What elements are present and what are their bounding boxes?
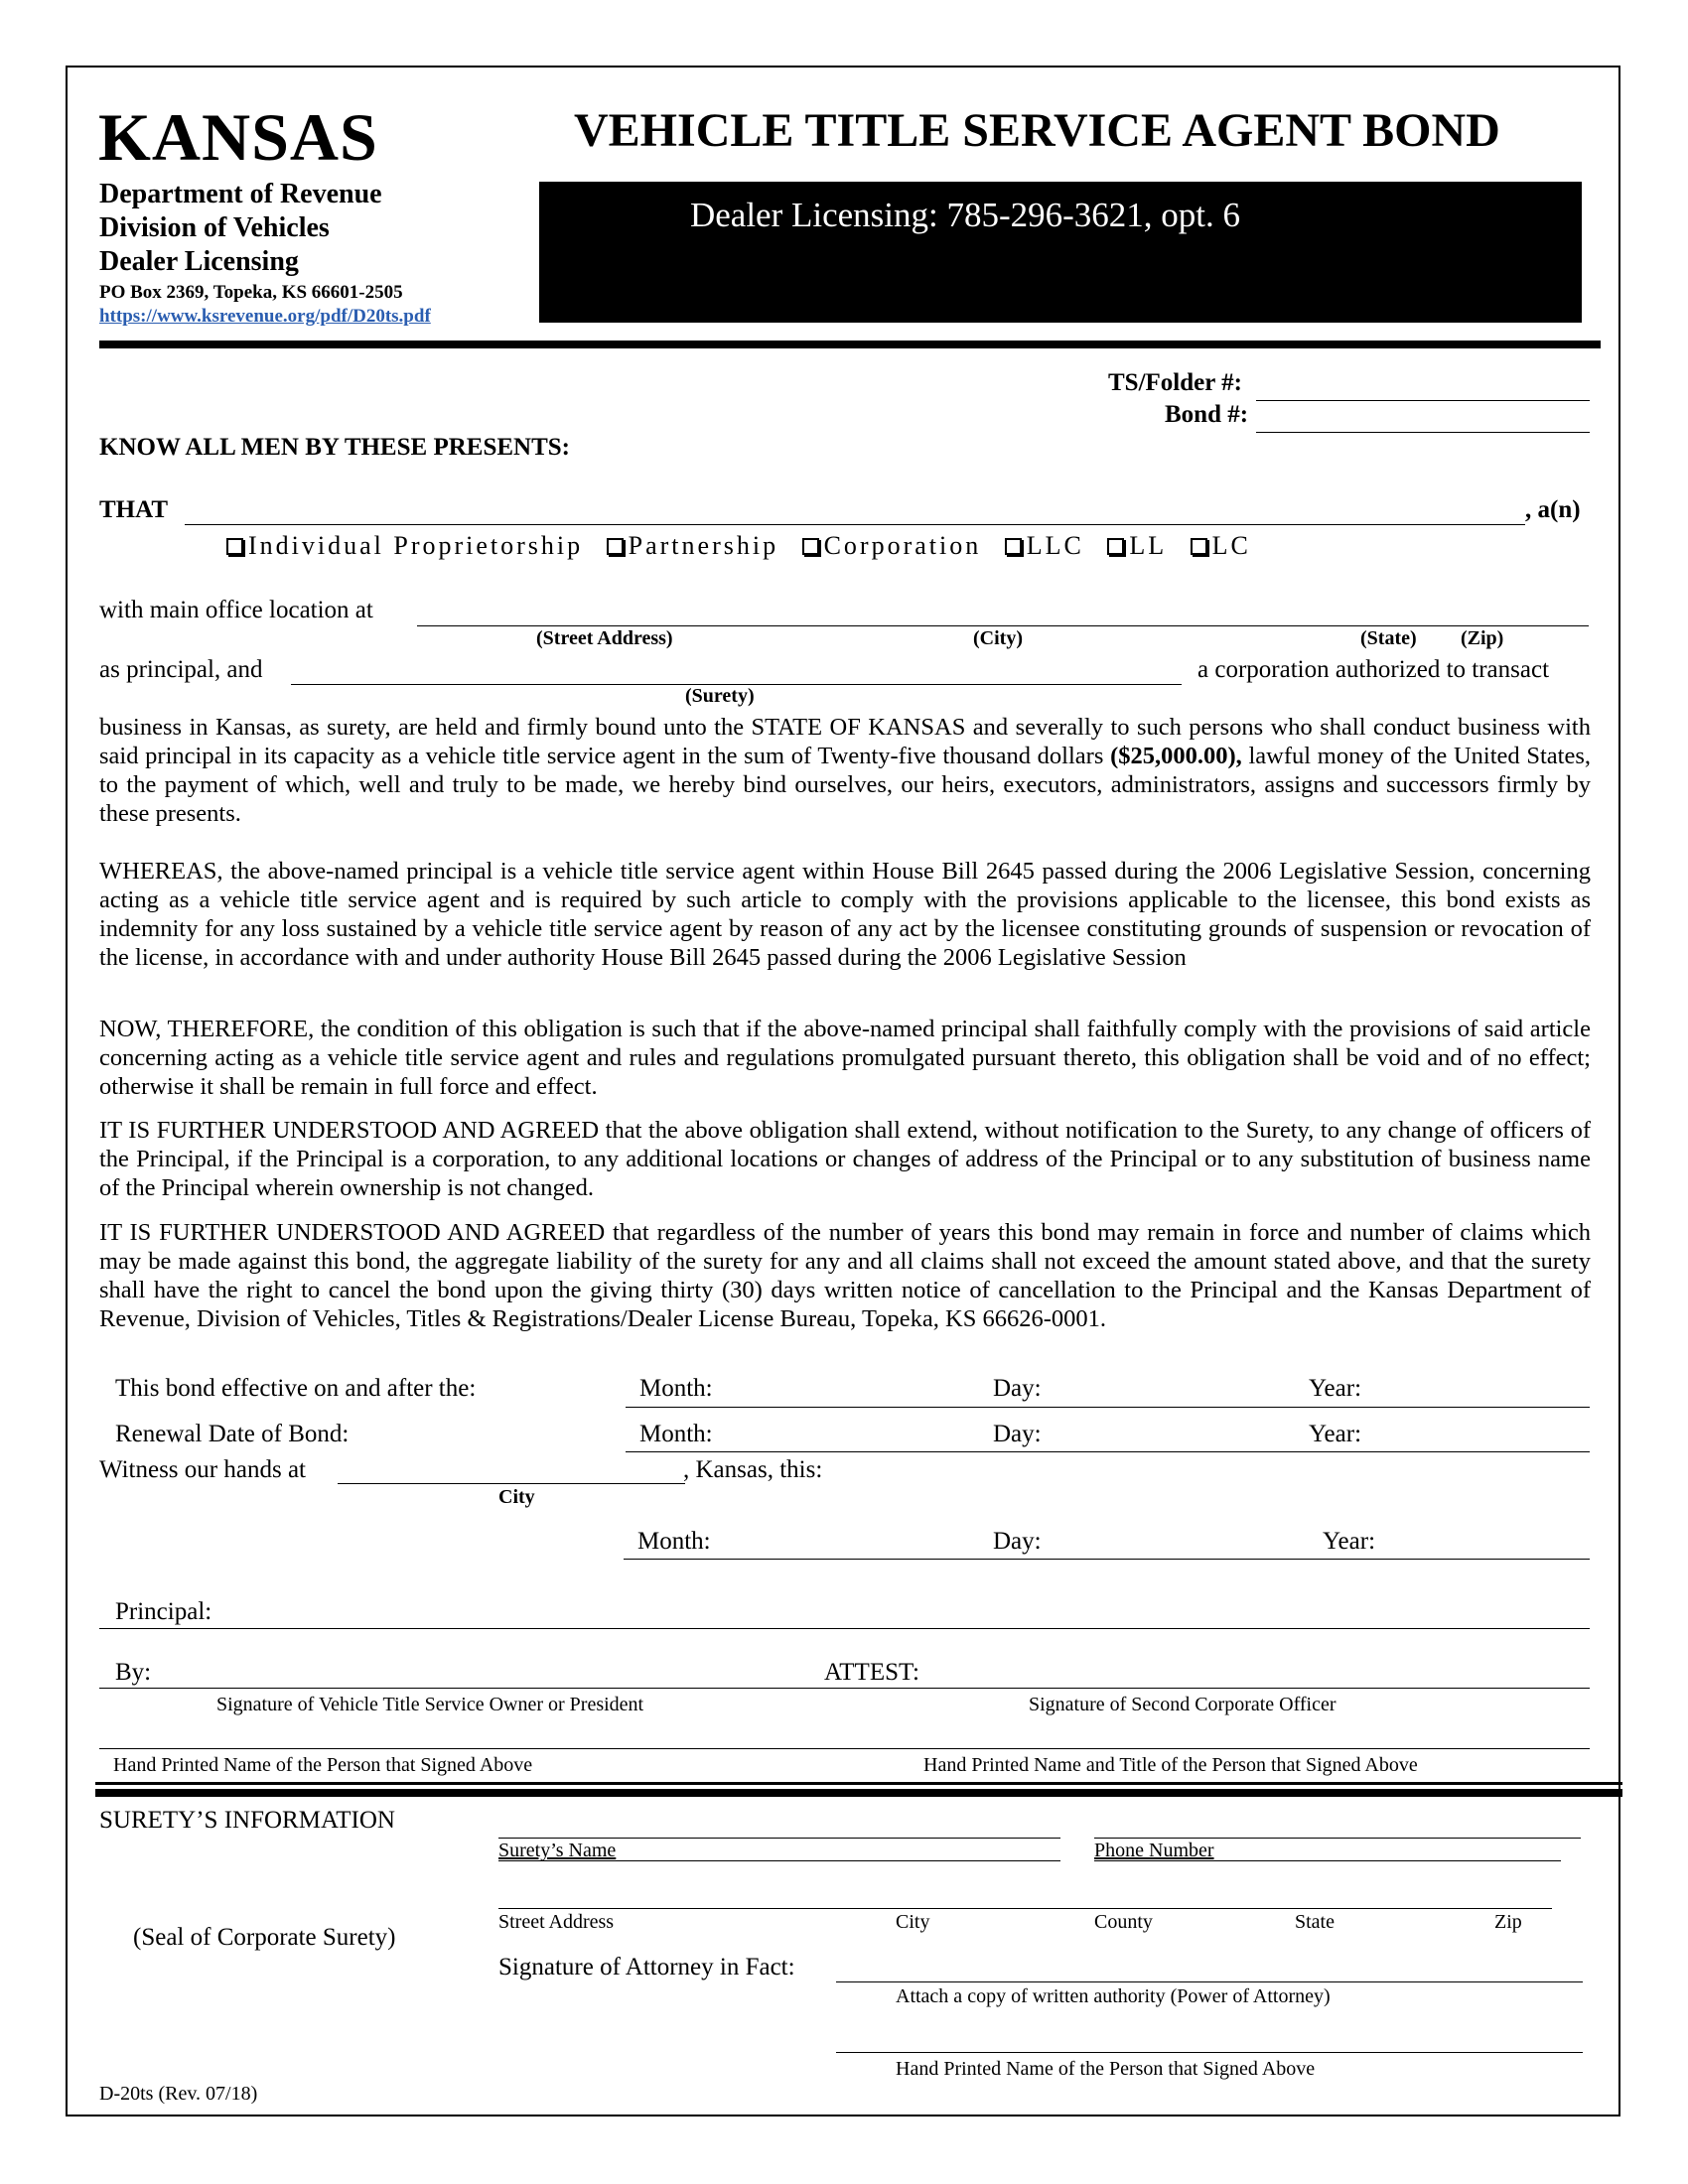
section-rule-bottom [95,1789,1622,1797]
attorney-in-fact-label: Signature of Attorney in Fact: [498,1954,795,1980]
know-all-heading: KNOW ALL MEN BY THESE PRESENTS: [99,434,570,461]
witness-year-label: Year: [1323,1528,1376,1555]
whereas-paragraph: WHEREAS, the above-named principal is a vehicle title service agent within House Bill 2645 passed during the 2006 Legislative Session, concerning acting as a vehicle title service agent and is required by such article to comply with the provisions applicable to the licensee, this bond exists as indemnity for any loss sustained by a vehicle title service agent by reason of any act by the licensee constituting grounds of suspension or revocation of the license, in accordance with and under authority House Bill 2645 passed during the 2006 Legislative Session [99,858,1591,971]
witness-city-field[interactable] [338,1483,685,1484]
entity-corporation-option[interactable]: Corporation [802,531,982,561]
mailing-address: PO Box 2369, Topeka, KS 66601-2505 [99,282,403,303]
attest-label: ATTEST: [824,1659,919,1686]
attorney-signature-field[interactable] [836,1981,1583,1982]
surety-name-underline [498,1860,1060,1861]
checkbox-corporation[interactable] [802,538,819,555]
surety-city-caption: City [896,1911,930,1933]
entity-llc-option[interactable]: LLC [1005,531,1084,561]
checkbox-llc[interactable] [1005,538,1022,555]
as-principal-label: as principal, and [99,656,263,683]
surety-phone-underline [1094,1860,1561,1861]
surety-state-caption: State [1295,1911,1335,1933]
ts-folder-label: TS/Folder #: [1108,369,1242,396]
surety-name-caption: Surety’s Name [498,1840,617,1861]
principal-label: Principal: [115,1598,212,1625]
renewal-month-label: Month: [639,1421,713,1447]
surety-zip-caption: Zip [1494,1911,1522,1933]
surety-caption: (Surety) [685,685,755,707]
bond-number-label: Bond #: [1165,401,1249,428]
form-title: VEHICLE TITLE SERVICE AGENT BOND [574,104,1500,157]
by-label: By: [115,1659,152,1686]
phone-banner [539,182,1582,323]
state-caption: (State) [1360,627,1417,649]
kansas-this-label: , Kansas, this: [683,1456,823,1483]
witness-date-field[interactable] [624,1559,1590,1560]
header-rule [99,341,1601,348]
surety-name-input-line[interactable] [498,1838,1060,1839]
bond-amount: ($25,000.00), [1110,743,1242,769]
street-address-caption: (Street Address) [536,627,673,649]
printed-name-caption: Hand Printed Name of the Person that Signed Above [113,1754,533,1776]
zip-caption: (Zip) [1461,627,1504,649]
now-therefore-paragraph: NOW, THEREFORE, the condition of this obligation is such that if the above-named principal shall faithfully comply with the provisions of said article concerning acting as a vehicle title service agent and rules and regulations promulgated pursuant thereto, this obligation shall be void and of no effect; otherwise it shall be remain in full force and effect. [99,1016,1591,1100]
power-of-attorney-note: Attach a copy of written authority (Power of Attorney) [896,1985,1331,2007]
principal-field[interactable] [99,1628,1590,1629]
ts-folder-field[interactable] [1256,400,1590,401]
entity-lc-option[interactable]: LC [1191,531,1251,561]
corporate-seal-caption: (Seal of Corporate Surety) [133,1924,396,1951]
that-label: THAT [99,496,168,523]
attorney-printed-name-field[interactable] [836,2052,1583,2053]
state-title: KANSAS [98,99,378,175]
effective-date-label: This bond effective on and after the: [115,1375,477,1402]
second-officer-signature-caption: Signature of Second Corporate Officer [1029,1694,1336,1715]
surety-street-caption: Street Address [498,1911,615,1933]
printed-name-title-caption: Hand Printed Name and Title of the Person that Signed Above [923,1754,1418,1776]
unit-name: Dealer Licensing [99,246,299,277]
renewal-day-label: Day: [993,1421,1042,1447]
renewal-date-label: Renewal Date of Bond: [115,1421,350,1447]
dept-name: Department of Revenue [99,179,382,209]
phone-banner-text: Dealer Licensing: 785-296-3621, opt. 6 [689,196,1241,234]
city-caption: (City) [973,627,1023,649]
checkbox-individual[interactable] [226,538,243,555]
understood-paragraph-2: IT IS FURTHER UNDERSTOOD AND AGREED that regardless of the number of years this bond may remain in force and number of claims which may be made against this bond, the aggregate liability of the surety for any and all claims shall not exceed the amount stated above, and that the surety shall have the right to cancel the bond upon the giving thirty (30) days written notice of cancellation to the Principal and the Kansas Department of Revenue, Division of Vehicles, Titles & Registrations/Dealer License Bureau, Topeka, KS 66626-0001. [99,1219,1591,1332]
bond-number-field[interactable] [1256,432,1590,433]
renewal-year-label: Year: [1309,1421,1362,1447]
surety-info-heading: SURETY’S INFORMATION [99,1807,395,1834]
signature-field[interactable] [99,1688,1590,1689]
renewal-date-field[interactable] [626,1451,1590,1452]
checkbox-ll[interactable] [1107,538,1124,555]
section-rule-top [95,1782,1622,1785]
witness-day-label: Day: [993,1528,1042,1555]
main-office-address-field[interactable] [417,625,1589,626]
corporation-authorized-text: a corporation authorized to transact [1197,656,1550,683]
form-url-link[interactable]: https://www.ksrevenue.org/pdf/D20ts.pdf [99,306,431,327]
division-name: Division of Vehicles [99,212,330,243]
checkbox-lc[interactable] [1191,538,1207,555]
printed-name-field[interactable] [99,1748,1590,1749]
bond-paragraph-1: business in Kansas, as surety, are held and firmly bound unto the STATE OF KANSAS and severally to such persons who shall conduct business with said principal in its capacity as a vehicle title service agent in the sum of Twenty-five thousand dollars ($25,000.00), lawful money of the United States, to the payment of which, well and truly to be made, we hereby bind ourselves, our heirs, executors, administrators, assigns and successors firmly by these presents. [99,714,1591,827]
form-revision-id: D-20ts (Rev. 07/18) [99,2083,258,2105]
entity-individual-option[interactable]: Individual Proprietorship [226,531,583,561]
witness-label: Witness our hands at [99,1456,306,1483]
witness-city-caption: City [498,1486,535,1508]
entity-an-label: , a(n) [1525,496,1581,523]
entity-type-options [226,531,1265,561]
surety-county-caption: County [1094,1911,1153,1933]
principal-name-field[interactable] [185,524,1525,525]
entity-ll-option[interactable]: LL [1107,531,1167,561]
witness-month-label: Month: [637,1528,711,1555]
understood-paragraph-1: IT IS FURTHER UNDERSTOOD AND AGREED that the above obligation shall extend, without notification to the Surety, to any change of officers of the Principal, if the Principal is a corporation, to any additional locations or changes of address of the Principal or to any substitution of business name of the Principal wherein ownership is not changed. [99,1117,1591,1201]
surety-phone-input-line[interactable] [1094,1838,1581,1839]
effective-date-field[interactable] [626,1407,1590,1408]
owner-signature-caption: Signature of Vehicle Title Service Owner or President [216,1694,644,1715]
entity-partnership-option[interactable]: Partnership [607,531,778,561]
checkbox-partnership[interactable] [607,538,624,555]
attorney-printed-name-caption: Hand Printed Name of the Person that Signed Above [896,2058,1316,2080]
surety-phone-caption: Phone Number [1094,1840,1214,1861]
effective-month-label: Month: [639,1375,713,1402]
effective-year-label: Year: [1309,1375,1362,1402]
effective-day-label: Day: [993,1375,1042,1402]
surety-address-field[interactable] [498,1908,1552,1909]
main-office-label: with main office location at [99,597,373,623]
